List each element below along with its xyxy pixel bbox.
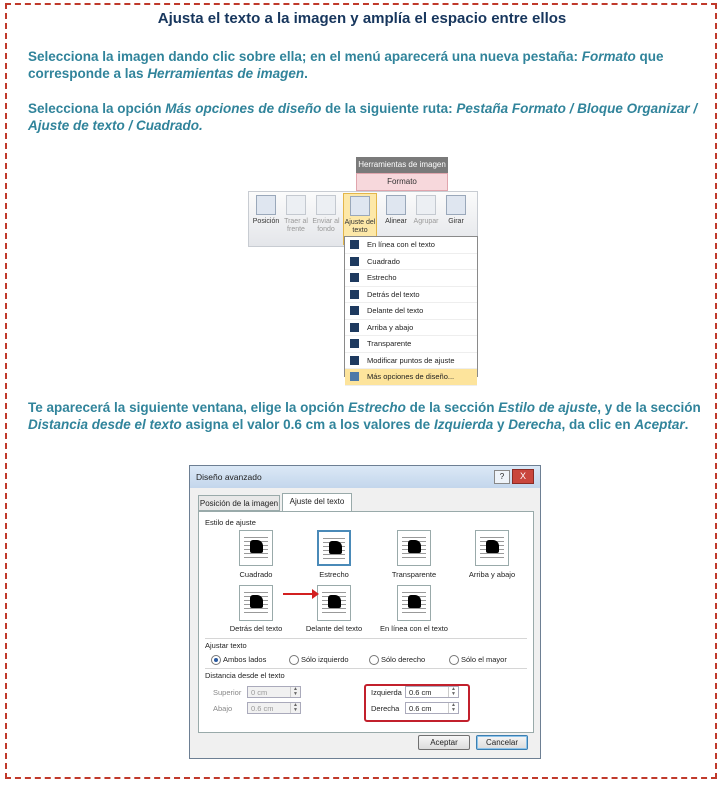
tab-formato[interactable]: Formato [356, 173, 448, 191]
instruction-text: de la sección [405, 400, 499, 415]
bottom-distance-input[interactable] [247, 702, 301, 714]
style-top-bottom-label: Arriba y abajo [468, 570, 516, 579]
tab-picture-position[interactable]: Posición de la imagen [198, 495, 280, 511]
instruction-emphasis: Derecha [508, 417, 562, 432]
button-label: Enviar al fondo [312, 218, 340, 233]
button-label: Ajuste del texto [344, 219, 376, 234]
button-label: Traer al frente [284, 218, 308, 233]
instruction-text: asigna el valor 0.6 cm a los valores de [181, 417, 434, 432]
style-inline-label: En línea con el texto [380, 624, 448, 633]
input-value: 0.6 cm [409, 704, 432, 713]
instruction-emphasis: Estilo de ajuste [498, 400, 598, 415]
highlight-box [364, 684, 470, 722]
send-backward-button[interactable] [312, 193, 340, 243]
menu-item-edit-points[interactable] [345, 353, 477, 370]
menu-item-more-layout[interactable] [345, 369, 477, 386]
menu-item-label: Más opciones de diseño... [367, 372, 455, 381]
style-top-bottom-option[interactable] [475, 530, 509, 566]
send-backward-icon [316, 195, 336, 215]
close-button[interactable]: X [512, 469, 534, 484]
more-layout-icon [350, 372, 359, 381]
radio-both-sides[interactable] [211, 655, 221, 665]
bring-forward-icon [286, 195, 306, 215]
menu-item-inline[interactable] [345, 237, 477, 254]
menu-item-tight[interactable] [345, 270, 477, 287]
red-arrow [283, 593, 313, 595]
button-label: Alinear [385, 218, 407, 225]
style-behind-option[interactable] [239, 585, 273, 621]
instruction-emphasis: Aceptar [634, 417, 685, 432]
spin-arrows-icon[interactable]: ▲ ▼ [448, 687, 458, 697]
square-icon [350, 257, 359, 266]
button-label: Posición [252, 218, 280, 225]
top-distance-input[interactable] [247, 686, 301, 698]
menu-item-behind[interactable] [345, 287, 477, 304]
instruction-text: . [304, 66, 308, 81]
dialog-title: Diseño avanzado [190, 466, 540, 488]
style-tight-label: Estrecho [319, 570, 349, 579]
section-wrapping-style: Estilo de ajuste [205, 518, 256, 527]
align-icon [386, 195, 406, 215]
inline-icon [350, 240, 359, 249]
label-right: Derecha [371, 704, 400, 713]
menu-item-label: Detrás del texto [367, 289, 420, 299]
section-distance: Distancia desde el texto [205, 671, 285, 680]
input-value: 0.6 cm [251, 704, 274, 713]
radio-largest-only[interactable] [449, 655, 459, 665]
instruction-emphasis: Distancia desde el texto [28, 417, 182, 432]
instruction-emphasis: Formato [581, 49, 636, 64]
divider [205, 638, 527, 639]
menu-item-label: Arriba y abajo [367, 322, 414, 332]
instruction-text: de la siguiente ruta: [321, 101, 457, 116]
radio-right-only[interactable] [369, 655, 379, 665]
tab-text-wrapping[interactable]: Ajuste del texto [282, 493, 352, 511]
label-left-only: Sólo izquierdo [301, 655, 349, 664]
bring-forward-button[interactable] [282, 193, 310, 243]
advanced-layout-dialog [189, 465, 541, 759]
instruction-emphasis: Pestaña Formato / Bloque Organizar / Ajuste de texto / Cuadrado. [28, 101, 698, 133]
instruction-text: Selecciona la opción [28, 101, 166, 116]
menu-item-label: Transparente [367, 339, 412, 348]
behind-text-icon [350, 290, 359, 299]
menu-item-label: Cuadrado [367, 256, 400, 266]
menu-item-through[interactable] [345, 336, 477, 353]
spin-arrows-icon[interactable]: ▲ ▼ [448, 703, 458, 713]
ribbon-screenshot [248, 157, 478, 381]
instruction-text: , da clic en [561, 417, 635, 432]
cancel-button[interactable]: Cancelar [476, 735, 528, 750]
dog-icon [250, 595, 263, 608]
instruction-emphasis: Izquierda [433, 417, 494, 432]
position-icon [256, 195, 276, 215]
style-front-option[interactable] [317, 585, 351, 621]
tight-icon [350, 273, 359, 282]
style-tight-option[interactable] [317, 530, 351, 566]
label-bottom: Abajo [213, 704, 233, 713]
position-button[interactable] [252, 193, 280, 243]
wrap-text-menu [344, 236, 478, 381]
button-label: Girar [448, 218, 464, 225]
group-icon [416, 195, 436, 215]
menu-item-label: En línea con el texto [367, 240, 435, 249]
label-right-only: Sólo derecho [381, 655, 426, 664]
style-square-option[interactable] [239, 530, 273, 566]
menu-item-label: Modificar puntos de ajuste [367, 355, 455, 365]
picture-tools-header: Herramientas de imagen [356, 157, 448, 173]
style-behind-label: Detrás del texto [229, 624, 283, 633]
ok-button[interactable]: Aceptar [418, 735, 470, 750]
spin-arrows-icon[interactable]: ▲ ▼ [290, 687, 300, 697]
instruction-text: que corresponde a las [28, 49, 664, 81]
button-label: Agrupar [413, 218, 439, 225]
wrap-text-icon [350, 196, 370, 216]
style-inline-option[interactable] [397, 585, 431, 621]
menu-item-front[interactable] [345, 303, 477, 320]
input-value: 0.6 cm [409, 688, 432, 697]
section-wrap-text: Ajustar texto [205, 641, 247, 650]
menu-item-square[interactable] [345, 254, 477, 271]
instruction-1 [28, 48, 708, 82]
dog-icon [328, 595, 341, 608]
label-largest-only: Sólo el mayor [461, 655, 507, 664]
instruction-2 [28, 100, 708, 134]
menu-item-label: Estrecho [367, 273, 397, 282]
dog-icon [250, 540, 263, 553]
label-both-sides: Ambos lados [223, 655, 267, 664]
instruction-text: Selecciona la imagen dando clic sobre ella; en el menú aparecerá una nueva pestaña: [28, 49, 582, 64]
menu-item-top-bottom[interactable] [345, 320, 477, 337]
style-through-option[interactable] [397, 530, 431, 566]
menu-item-label: Delante del texto [367, 306, 424, 315]
instruction-emphasis: Más opciones de diseño [165, 101, 322, 116]
dog-icon [408, 595, 421, 608]
instruction-emphasis: Estrecho [348, 400, 406, 415]
page-title: Ajusta el texto a la imagen y amplía el espacio entre ellos [157, 10, 567, 27]
style-square-label: Cuadrado [239, 570, 273, 579]
dog-icon [329, 541, 342, 554]
style-through-label: Transparente [391, 570, 437, 579]
label-left: Izquierda [371, 688, 402, 697]
edit-points-icon [350, 356, 359, 365]
top-bottom-icon [350, 323, 359, 332]
help-button[interactable]: ? [494, 470, 510, 484]
radio-left-only[interactable] [289, 655, 299, 665]
label-top: Superior [213, 688, 242, 697]
in-front-icon [350, 306, 359, 315]
divider [205, 668, 527, 669]
instruction-text: . [684, 417, 689, 432]
style-front-label: Delante del texto [305, 624, 363, 633]
instruction-emphasis: Herramientas de imagen [147, 66, 305, 81]
rotate-icon [446, 195, 466, 215]
instruction-text: y [493, 417, 509, 432]
dog-icon [486, 540, 499, 553]
instruction-text: , y de la sección [597, 400, 701, 415]
instruction-text: Te aparecerá la siguiente ventana, elige la opción [28, 400, 349, 415]
spin-arrows-icon[interactable]: ▲ ▼ [290, 703, 300, 713]
through-icon [350, 339, 359, 348]
input-value: 0 cm [251, 688, 268, 697]
dog-icon [408, 540, 421, 553]
instruction-3 [28, 399, 708, 433]
